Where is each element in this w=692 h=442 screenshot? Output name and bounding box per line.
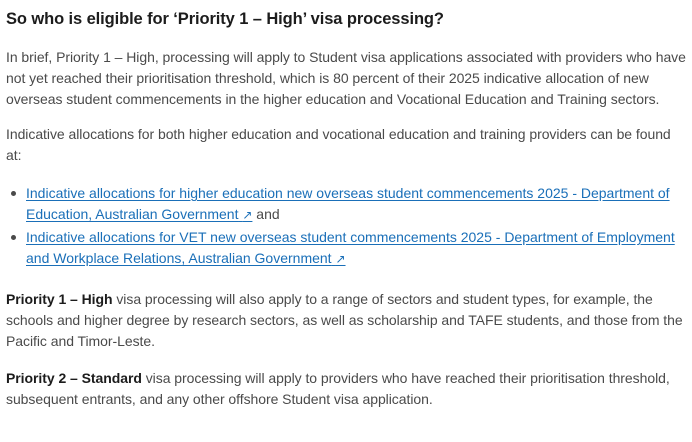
priority-1-label: Priority 1 – High xyxy=(6,291,113,307)
bullet-icon xyxy=(11,191,16,196)
bullet-icon xyxy=(11,235,16,240)
link-label: Indicative allocations for higher education new overseas student commencements 2025 - Department of Education, Australian Government xyxy=(26,185,670,222)
external-link-icon: ↗ xyxy=(242,208,253,222)
intro-paragraph: In brief, Priority 1 – High, processing will apply to Student visa applications associated with providers who have not yet reached their prioritisation threshold, which is 80 percent of their 2025 indicative allocation of new overseas student commencements in the higher education and Vocational Education and Training sectors. xyxy=(6,49,686,107)
list-item xyxy=(26,183,686,226)
priority-1-text: visa processing will also apply to a range of sectors and student types, for example, the schools and higher degree by research sectors, as well as scholarship and TAFE students, and those from the Pacific and Timor-Leste. xyxy=(6,291,683,349)
allocation-links-list xyxy=(6,183,686,270)
higher-education-allocations-link[interactable] xyxy=(26,185,670,222)
vet-allocations-link[interactable] xyxy=(26,229,675,266)
list-item xyxy=(26,227,686,270)
section-heading: So who is eligible for ‘Priority 1 – High’ visa processing? xyxy=(6,10,444,28)
priority-2-label: Priority 2 – Standard xyxy=(6,370,142,386)
link-suffix: and xyxy=(252,206,280,222)
external-link-icon: ↗ xyxy=(335,252,346,266)
link-label: Indicative allocations for VET new overseas student commencements 2025 - Department of Employment and Workplace Relations, Australian Government xyxy=(26,229,675,266)
priority-2-paragraph xyxy=(6,368,686,410)
priority-2-text: visa processing will apply to providers who have reached their prioritisation threshold, subsequent entrants, and any other offshore Student visa application. xyxy=(6,370,670,407)
priority-1-paragraph xyxy=(6,289,686,352)
allocations-paragraph: Indicative allocations for both higher education and vocational education and training providers can be found at: xyxy=(6,126,671,163)
